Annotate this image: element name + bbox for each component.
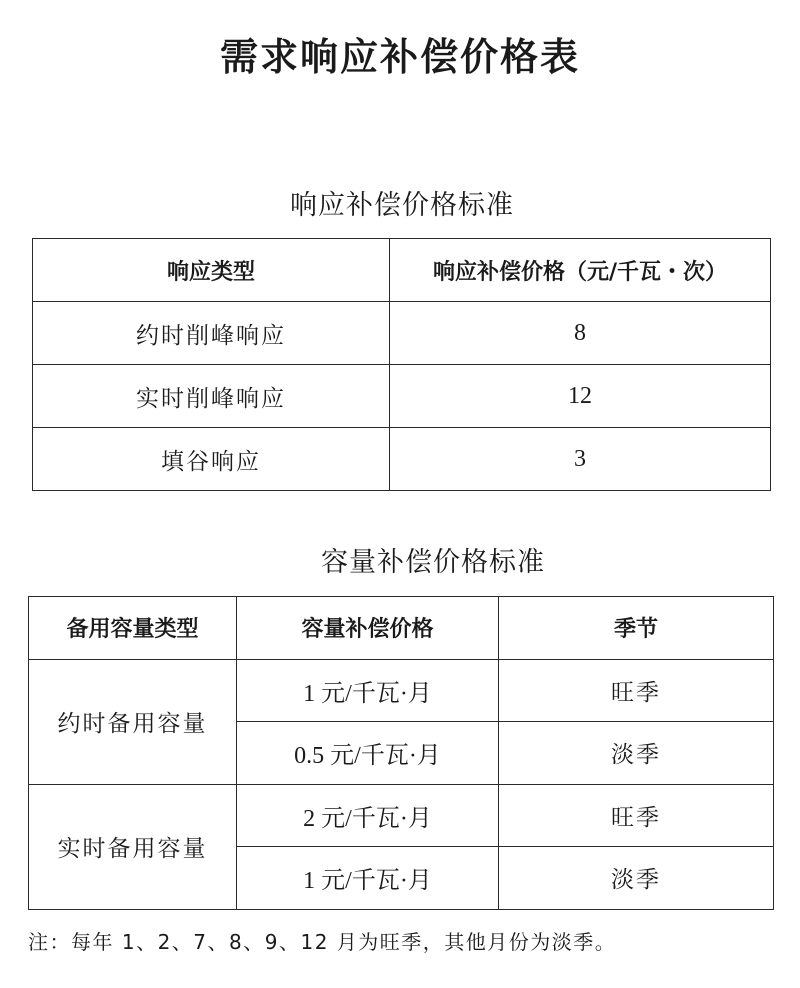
- table-row: [29, 784, 774, 847]
- column-header-response-price: 响应补偿价格（元/千瓦・次）: [390, 239, 771, 302]
- table-header-row: [33, 239, 771, 302]
- table-row: [33, 365, 771, 428]
- capacity-price-cell: 1 元/千瓦·月: [237, 847, 499, 910]
- response-section-title: 响应补偿价格标准: [290, 190, 514, 221]
- capacity-type-cell: 约时备用容量: [29, 659, 237, 784]
- capacity-price-cell: 0.5 元/千瓦·月: [237, 722, 499, 785]
- column-header-season: 季节: [499, 597, 774, 660]
- response-price-table: [32, 238, 771, 491]
- table-row: [33, 428, 771, 491]
- response-type-cell: 实时削峰响应: [33, 365, 390, 428]
- season-cell: 淡季: [499, 847, 774, 910]
- capacity-section-title: 容量补偿价格标准: [321, 547, 545, 578]
- response-price-cell: 3: [390, 428, 771, 491]
- column-header-response-type: 响应类型: [33, 239, 390, 302]
- season-cell: 淡季: [499, 722, 774, 785]
- column-header-capacity-price: 容量补偿价格: [237, 597, 499, 660]
- footnote: 注：每年 1、2、7、8、9、12 月为旺季，其他月份为淡季。: [28, 930, 617, 954]
- response-price-cell: 8: [390, 302, 771, 365]
- page-title: 需求响应补偿价格表: [219, 35, 580, 79]
- capacity-type-cell: 实时备用容量: [29, 784, 237, 909]
- capacity-price-table: [28, 596, 774, 910]
- column-header-capacity-type: 备用容量类型: [29, 597, 237, 660]
- table-header-row: [29, 597, 774, 660]
- response-price-cell: 12: [390, 365, 771, 428]
- capacity-price-cell: 1 元/千瓦·月: [237, 659, 499, 722]
- season-cell: 旺季: [499, 784, 774, 847]
- response-type-cell: 填谷响应: [33, 428, 390, 491]
- response-type-cell: 约时削峰响应: [33, 302, 390, 365]
- capacity-price-cell: 2 元/千瓦·月: [237, 784, 499, 847]
- table-row: [33, 302, 771, 365]
- season-cell: 旺季: [499, 659, 774, 722]
- table-row: [29, 659, 774, 722]
